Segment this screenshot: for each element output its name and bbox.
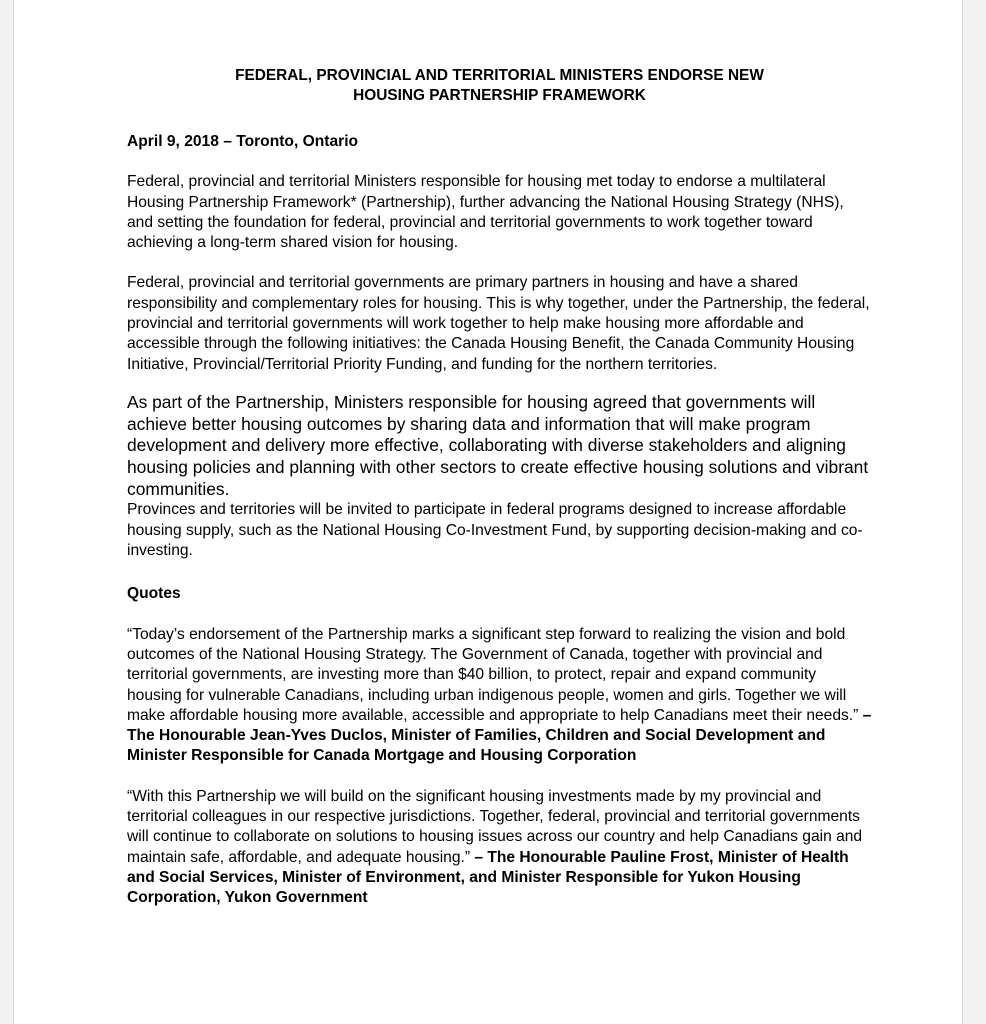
quote-1-text: “Today’s endorsement of the Partnership marks a significant step forward to realizing the vision and bold outcomes of the National Housing Strategy. The Government of Canada, together with provincial and territorial governments, are investing more than $40 billion, to protect, repair and expand community housing for vulnerable Canadians, including urban indigenous people, women and girls. Together we will make affordable housing more available, accessible and appropriate to help Canadians meet their needs.”: [127, 625, 859, 724]
quotes-heading: Quotes: [127, 585, 181, 603]
quote-1-attribution: – The Honourable Jean-Yves Duclos, Minister of Families, Children and Social Development and Minister Responsible for Canada Mortgage and Housing Corporation: [127, 706, 872, 765]
document-body: [127, 66, 872, 909]
quote-2-text: “With this Partnership we will build on the significant housing investments made by my provincial and territorial colleagues in our respective jurisdictions. Together, federal, provincial and territorial governments will continue to collaborate on solutions to housing issues across our country and help Canadians gain and maintain safe, affordable, and adequate housing.”: [127, 787, 863, 866]
quote-2-attribution: – The Honourable Pauline Frost, Minister of Health and Social Services, Minister of Environment, and Minister Responsible for Yukon Housing Corporation, Yukon Government: [127, 848, 849, 907]
paragraph-1: Federal, provincial and territorial Ministers responsible for housing met today to endorse a multilateral Housing Partnership Framework* (Partnership), further advancing the National Housing Strategy (NHS), and setting the foundation for federal, provincial and territorial governments to work together toward achieving a long-term shared vision for housing.: [127, 173, 844, 252]
quote-2: [127, 787, 872, 909]
paragraph-4: Provinces and territories will be invited to participate in federal programs designed to increase affordable housing supply, such as the National Housing Co-Investment Fund, by supporting decision-making and co-investing.: [127, 501, 863, 560]
document-page: [13, 0, 963, 1024]
title-line-2: HOUSING PARTNERSHIP FRAMEWORK: [353, 87, 646, 104]
paragraph-3: As part of the Partnership, Ministers responsible for housing agreed that governments will achieve better housing outcomes by sharing data and information that will make program development and delivery more effective, collaborating with diverse stakeholders and aligning housing policies and planning with other sectors to create effective housing solutions and vibrant communities.: [127, 391, 869, 499]
document-title: [127, 66, 872, 106]
dateline: April 9, 2018 – Toronto, Ontario: [127, 133, 359, 150]
quote-1: [127, 625, 872, 767]
paragraph-2: Federal, provincial and territorial governments are primary partners in housing and have a shared responsibility and complementary roles for housing. This is why together, under the Partnership, the federal, provincial and territorial governments will work together to help make housing more affordable and accessible through the following initiatives: the Canada Housing Benefit, the Canada Community Housing Initiative, Provincial/Territorial Priority Funding, and funding for the northern territories.: [127, 274, 870, 373]
title-line-1: FEDERAL, PROVINCIAL AND TERRITORIAL MINISTERS ENDORSE NEW: [235, 67, 764, 84]
